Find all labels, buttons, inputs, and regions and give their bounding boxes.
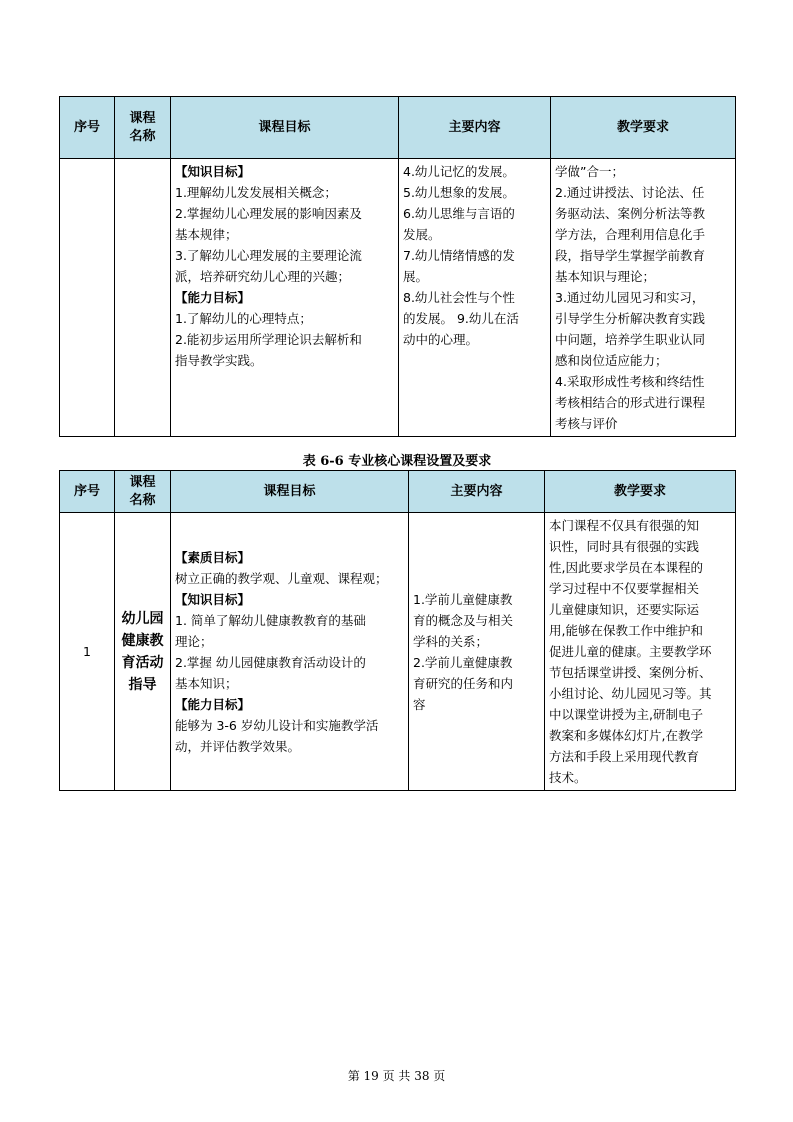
- row-course-goals: [171, 159, 399, 437]
- goal-line: 【能力目标】: [175, 696, 251, 712]
- content-line: 8.幼儿社会性与个性: [403, 290, 515, 305]
- requirement-line: 2.通过讲授法、讨论法、任: [555, 185, 705, 200]
- requirement-line: 识性，同时具有很强的实践: [549, 539, 700, 554]
- goal-line: 【知识目标】: [175, 164, 251, 179]
- header-index: 序号: [60, 471, 115, 513]
- row-teaching-requirements: [545, 513, 736, 791]
- goal-line: 指导教学实践。: [175, 353, 263, 368]
- goal-line: 树立正确的教学观、儿童观、课程观；: [175, 570, 388, 586]
- requirement-line: 考核与评价: [555, 416, 618, 431]
- table-row: [60, 159, 736, 437]
- goal-line: 派，培养研究幼儿心理的兴趣；: [175, 269, 351, 284]
- goal-line: 能够为 3-6 岁幼儿设计和实施教学活: [175, 717, 379, 733]
- goal-line: 1.了解幼儿的心理特点；: [175, 311, 312, 326]
- content-line: 容: [413, 696, 426, 712]
- content-line: 5.幼儿想象的发展。: [403, 185, 515, 200]
- content-line: 2.学前儿童健康教: [413, 654, 513, 670]
- content-line: 7.幼儿情绪情感的发: [403, 248, 515, 263]
- table-row: [60, 513, 736, 791]
- requirement-line: 感和岗位适应能力；: [555, 353, 668, 368]
- content-line: 6.幼儿思维与言语的: [403, 206, 515, 221]
- requirement-line: 考核相结合的形式进行课程: [555, 395, 706, 410]
- goal-line: 动，并评估教学效果。: [175, 738, 301, 754]
- header-main-content: 主要内容: [409, 471, 545, 513]
- header-main-content: 主要内容: [399, 97, 551, 159]
- requirement-line: 学方法，合理利用信息化手: [555, 227, 706, 242]
- requirement-line: 段，指导学生掌握学前教育: [555, 248, 706, 263]
- row-teaching-requirements: [551, 159, 736, 437]
- goal-line: 【能力目标】: [175, 290, 251, 305]
- row-main-content: [409, 513, 545, 791]
- course-name-line: 幼儿园: [121, 610, 164, 627]
- goal-line: 理论；: [175, 633, 213, 649]
- content-line: 动中的心理。: [403, 332, 479, 347]
- requirement-line: 4.采取形成性考核和终结性: [555, 374, 705, 389]
- header-course-goals: 课程目标: [171, 471, 409, 513]
- course-name-line: 健康教: [121, 632, 164, 649]
- content-line: 育的概念及与相关: [413, 612, 514, 628]
- goal-line: 2.掌握 幼儿园健康教育活动设计的: [175, 654, 366, 670]
- goal-line: 【知识目标】: [175, 591, 251, 607]
- requirement-line: 基本知识与理论；: [555, 269, 656, 284]
- requirement-line: 务驱动法、案例分析法等教: [555, 206, 706, 221]
- row-index: 1: [60, 513, 115, 791]
- header-course-name: 课程 名称: [115, 97, 171, 159]
- row-course-name: [115, 159, 171, 437]
- requirement-line: 教案和多媒体幻灯片,在教学: [549, 728, 703, 743]
- requirement-line: 学习过程中不仅要掌握相关: [549, 581, 700, 596]
- table-header-row: [60, 471, 736, 513]
- content-line: 4.幼儿记忆的发展。: [403, 164, 515, 179]
- header-course-goals: 课程目标: [171, 97, 399, 159]
- requirement-line: 促进儿童的健康。主要教学环: [549, 644, 712, 659]
- course-table-continued: [59, 96, 736, 437]
- goal-line: 【素质目标】: [175, 549, 251, 565]
- header-teaching-requirements: 教学要求: [551, 97, 736, 159]
- goal-line: 基本规律；: [175, 227, 238, 242]
- content-line: 育研究的任务和内: [413, 675, 514, 691]
- goal-line: 2.掌握幼儿心理发展的影响因素及: [175, 206, 362, 221]
- requirement-line: 性,因此要求学员在本课程的: [549, 560, 703, 575]
- content-line: 的发展。 9.幼儿在活: [403, 311, 519, 326]
- row-course-goals: [171, 513, 409, 791]
- requirement-line: 3.通过幼儿园见习和实习，: [555, 290, 705, 305]
- goal-line: 2.能初步运用所学理论识去解析和: [175, 332, 362, 347]
- table-caption: 表 6-6 专业核心课程设置及要求: [302, 454, 492, 469]
- requirement-line: 儿童健康知识，还要实际运: [549, 602, 700, 617]
- content-line: 发展。: [403, 227, 441, 242]
- requirement-line: 节包括课堂讲授、案例分析、: [549, 665, 712, 680]
- row-index: [60, 159, 115, 437]
- course-name-line: 指导: [128, 676, 157, 693]
- requirement-line: 中问题，培养学生职业认同: [555, 332, 706, 347]
- row-main-content: [399, 159, 551, 437]
- page-footer: 第 19 页 共 38 页: [347, 1069, 446, 1083]
- course-name-line: 育活动: [121, 654, 164, 671]
- header-index: 序号: [60, 97, 115, 159]
- requirement-line: 方法和手段上采用现代教育: [549, 749, 700, 764]
- goal-line: 基本知识；: [175, 675, 238, 691]
- goal-line: 3.了解幼儿心理发展的主要理论流: [175, 248, 362, 263]
- header-course-name: 课程 名称: [115, 471, 171, 513]
- requirement-line: 技术。: [549, 770, 587, 785]
- requirement-line: 本门课程不仅具有很强的知: [549, 518, 700, 533]
- row-course-name: [115, 513, 171, 791]
- header-teaching-requirements: 教学要求: [545, 471, 736, 513]
- content-line: 1.学前儿童健康教: [413, 591, 513, 607]
- content-line: 学科的关系；: [413, 633, 489, 649]
- requirement-line: 小组讨论、幼儿园见习等。其: [549, 686, 712, 701]
- goal-line: 1. 简单了解幼儿健康教教育的基础: [175, 612, 366, 628]
- requirement-line: 学做”合一；: [555, 164, 624, 179]
- table-header-row: [60, 97, 736, 159]
- core-course-table: [59, 470, 736, 791]
- content-line: 展。: [403, 269, 429, 284]
- requirement-line: 引导学生分析解决教育实践: [555, 311, 706, 326]
- requirement-line: 中以课堂讲授为主,研制电子: [549, 707, 703, 722]
- goal-line: 1.理解幼儿发发展相关概念；: [175, 185, 337, 200]
- requirement-line: 用,能够在保教工作中维护和: [549, 623, 703, 638]
